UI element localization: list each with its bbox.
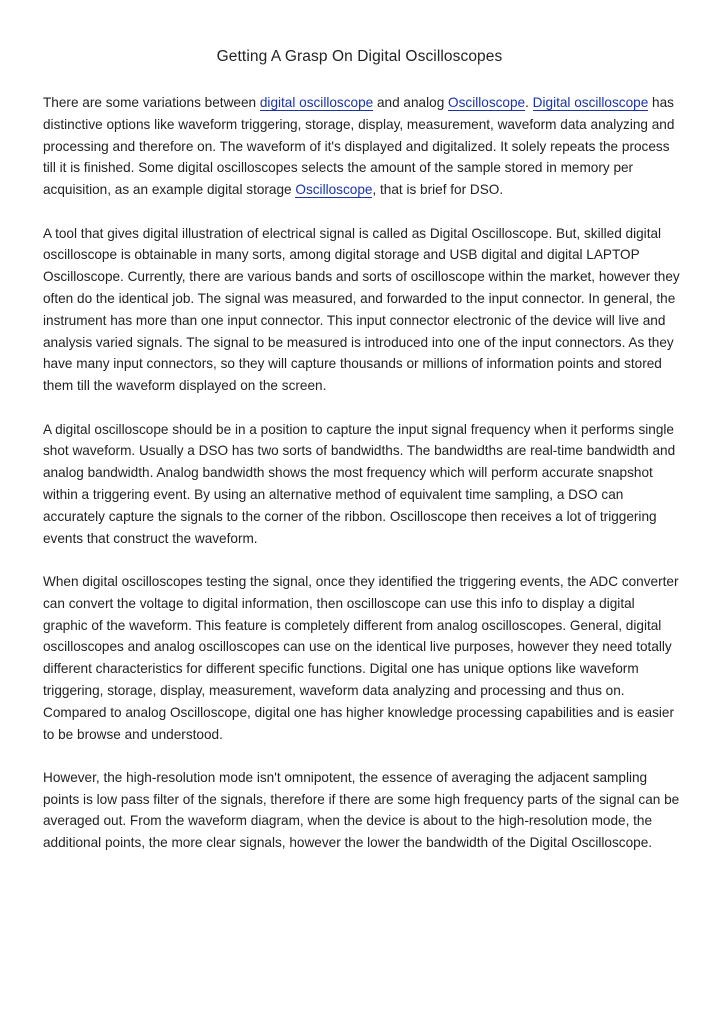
paragraph-2: A tool that gives digital illustration of electrical signal is called as Digital Oscilloscope. But, skilled digital oscilloscope is obtainable in many sorts, among digital storage and USB digital and digital LAPTOP Oscilloscope. Currently, there are various bands and sorts of oscilloscope within the market, however they often do the identical job. The signal was measured, and forwarded to the input connector. In general, the instrument has more than one input connector. This input connector electronic of the device will live and analysis varied signals. The signal to be measured is introduced into one of the input connectors. As they have many input connectors, so they will capture thousands or millions of information points and stored them till the waveform displayed on the screen. (43, 225, 680, 394)
oscilloscope-link[interactable]: Oscilloscope (448, 95, 526, 110)
paragraph-1 (43, 92, 683, 201)
paragraph-1-text-d: has distinctive options like waveform triggering, storage, display, measurement, waveform data analyzing and processing and therefore on. The waveform of it's displayed and digitalized. It solely repeats the process till it is finished. Some digital oscilloscopes selects the amount of the sample stored in memory per acquisition, as an example digital storage (43, 95, 675, 198)
digital-oscilloscope-link[interactable]: digital oscilloscope (259, 95, 374, 110)
paragraph-1-text-a: There are some variations between (43, 95, 260, 110)
paragraph-1-text-c: . (525, 95, 533, 110)
paragraph-3: A digital oscilloscope should be in a position to capture the input signal frequency when it performs single shot waveform. Usually a DSO has two sorts of bandwidths. The bandwidths are real-time bandwidth and analog bandwidth. Analog bandwidth shows the most frequency which will perform accurate snapshot within a triggering event. By using an alternative method of equivalent time sampling, a DSO can accurately capture the signals to the corner of the ribbon. Oscilloscope then receives a lot of triggering events that construct the waveform. (43, 421, 676, 546)
page-title: Getting A Grasp On Digital Oscilloscopes (216, 48, 503, 65)
paragraph-1-text-b: and analog (373, 95, 449, 110)
article-body (43, 92, 683, 876)
paragraph-5: However, the high-resolution mode isn't omnipotent, the essence of averaging the adjacent sampling points is low pass filter of the signals, therefore if there are some high frequency parts of the signal can be averaged out. From the waveform diagram, when the device is about to the high-resolution mode, the additional points, the more clear signals, however the lower the bandwidth of the Digital Oscilloscope. (43, 769, 680, 851)
paragraph-4: When digital oscilloscopes testing the signal, once they identified the triggering events, the ADC converter can convert the voltage to digital information, then oscilloscope can use this info to display a digital graphic of the waveform. This feature is completely different from analog oscilloscopes. General, digital oscilloscopes and analog oscilloscopes can use on the identical live purposes, however they need totally different characteristics for different specific functions. Digital one has unique options like waveform triggering, storage, display, measurement, waveform data analyzing and processing and thus on. Compared to analog Oscilloscope, digital one has higher knowledge processing capabilities and is easier to be browse and understood. (43, 573, 679, 742)
digital-oscilloscope-link-2[interactable]: Digital oscilloscope (532, 95, 649, 110)
paragraph-1-text-e: , that is brief for DSO. (372, 182, 504, 198)
oscilloscope-link-2[interactable]: Oscilloscope (295, 182, 373, 198)
